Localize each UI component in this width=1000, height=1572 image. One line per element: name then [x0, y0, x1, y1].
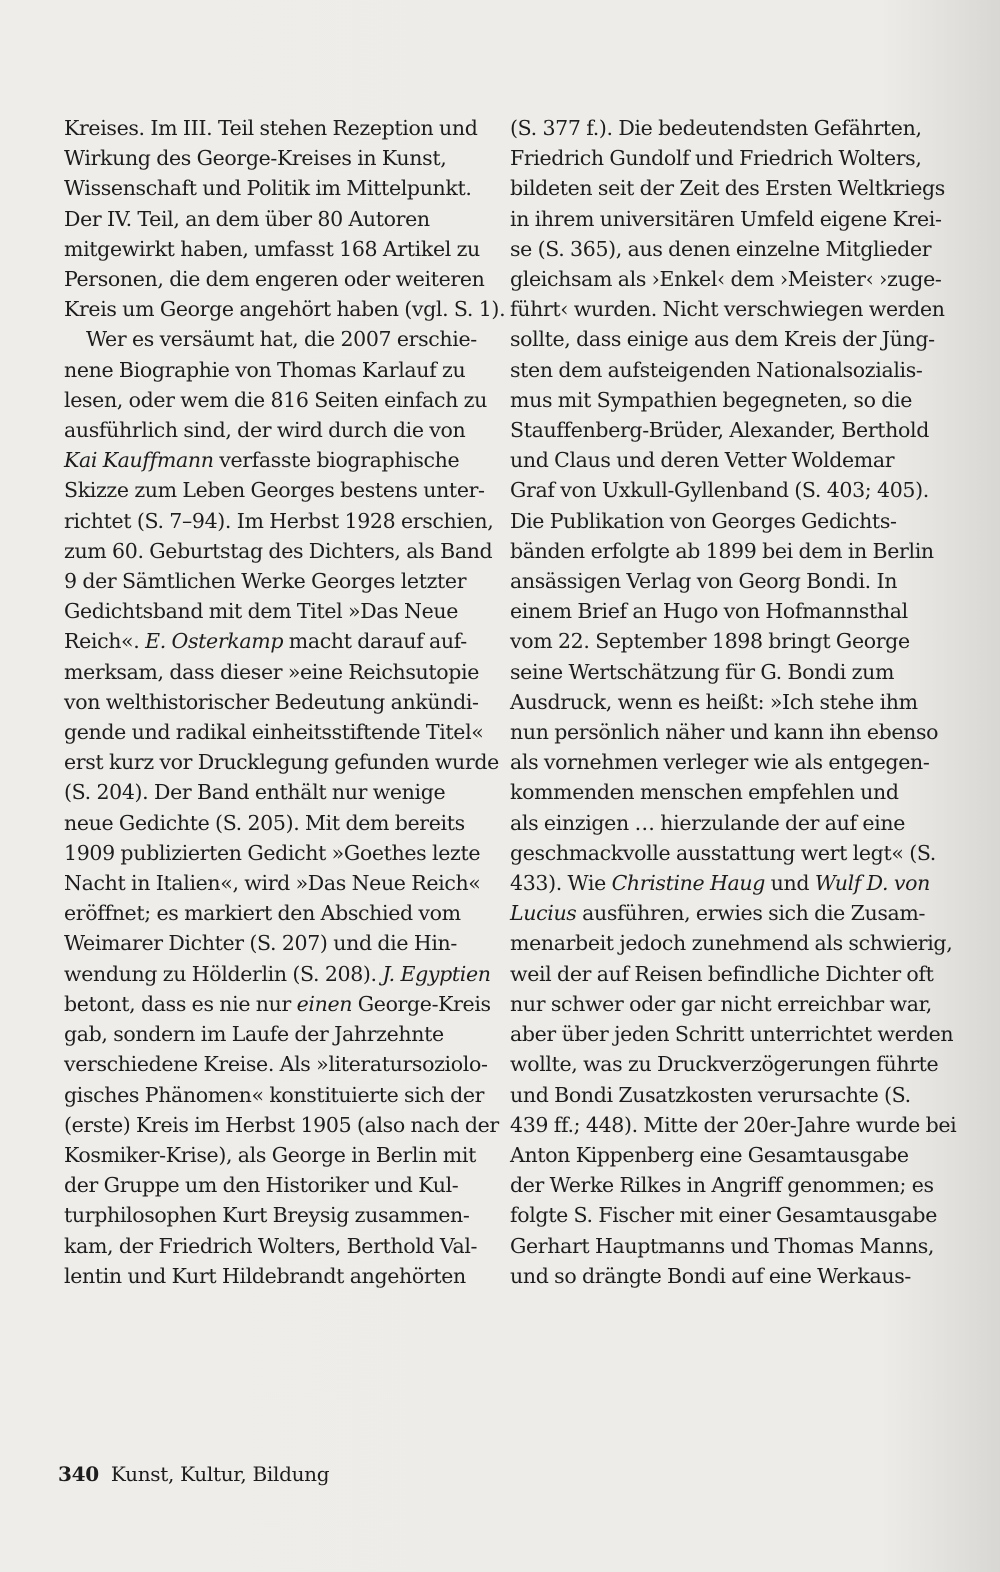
text-line	[64, 626, 476, 656]
text-run: ausführlich sind, der wird durch die von	[64, 418, 466, 443]
text-line	[64, 113, 476, 143]
text-run: seine Wertschätzung für G. Bondi zum	[510, 659, 895, 684]
text-run: der Werke Rilkes in Angriff genommen; es	[510, 1173, 934, 1198]
text-line	[510, 1080, 928, 1110]
text-line	[64, 747, 499, 777]
text-line	[64, 808, 476, 838]
text-run: lentin und Kurt Hildebrandt angehörten	[64, 1263, 466, 1288]
text-run: verfasste biographische	[213, 448, 460, 473]
text-line	[64, 355, 476, 385]
left-text-column	[64, 113, 506, 1291]
text-run: Die Publikation von Georges Gedichts-	[510, 508, 897, 533]
text-run: Ausdruck, wenn es heißt: »Ich stehe ihm	[510, 689, 918, 714]
text-run: George-Kreis	[352, 991, 491, 1016]
text-run: verschiedene Kreise. Als »literatursoziolo-	[64, 1052, 488, 1077]
text-run: vom 22. September 1898 bringt George	[510, 629, 910, 654]
text-line	[64, 536, 493, 566]
text-run: Nacht in Italien«, wird »Das Neue Reich«	[64, 871, 481, 896]
text-run: betont, dass es nie nur	[64, 991, 297, 1016]
text-run: als vornehmen verleger wie als entgegen-	[510, 750, 930, 775]
text-line	[510, 445, 928, 475]
text-run: macht darauf auf-	[283, 629, 467, 654]
text-run: Kreises. Im III. Teil stehen Rezeption und	[64, 116, 478, 140]
italic-name: einen	[296, 991, 353, 1016]
text-line	[510, 234, 932, 264]
text-line	[510, 536, 934, 566]
section-title: Kunst, Kultur, Bildung	[110, 1462, 330, 1486]
text-line	[64, 475, 485, 505]
text-run: mitgewirkt haben, umfasst 168 Artikel zu	[64, 236, 480, 261]
text-run: Wirkung des George-Kreises in Kunst,	[64, 146, 447, 171]
text-line	[64, 657, 480, 687]
text-run: 439 ff.; 448). Mitte der 20er-Jahre wurde bei	[510, 1112, 957, 1137]
text-run: 433). Wie	[510, 871, 612, 896]
text-line	[510, 1170, 934, 1200]
text-line	[510, 324, 935, 354]
text-line	[64, 1261, 476, 1291]
text-run: Stauffenberg-Brüder, Alexander, Berthold	[510, 418, 929, 443]
text-run: eröffnet; es markiert den Abschied vom	[64, 901, 461, 926]
text-run: gab, sondern im Laufe der Jahrzehnte	[64, 1022, 444, 1047]
text-run: gende und radikal einheitsstiftende Titel«	[64, 720, 484, 745]
text-run: Graf von Uxkull-Gyllenband (S. 403; 405).	[510, 478, 929, 503]
text-line	[64, 989, 491, 1019]
text-line	[64, 717, 484, 747]
text-line	[510, 717, 939, 747]
text-line	[64, 385, 487, 415]
text-run: bänden erfolgte ab 1899 bei dem in Berlin	[510, 538, 934, 563]
text-line	[510, 1140, 928, 1170]
italic-name: J. Egyptien	[382, 961, 491, 986]
text-line	[64, 264, 485, 294]
text-line	[64, 445, 476, 475]
italic-name: Kai Kauffmann	[64, 448, 214, 473]
text-run: und	[765, 871, 815, 896]
text-line	[510, 173, 945, 203]
text-run: sollte, dass einige aus dem Kreis der Jüng-	[510, 327, 935, 352]
text-run: Anton Kippenberg eine Gesamtausgabe	[510, 1142, 909, 1167]
text-run: der Gruppe um den Historiker und Kul-	[64, 1173, 459, 1198]
text-line	[510, 868, 928, 898]
text-line	[64, 204, 476, 234]
text-run: Kosmiker-Krise), als George in Berlin mit	[64, 1142, 476, 1167]
italic-name: Lucius	[510, 901, 577, 926]
text-run: Friedrich Gundolf und Friedrich Wolters,	[510, 146, 922, 171]
text-line	[64, 294, 506, 324]
text-line	[510, 385, 928, 415]
text-line	[64, 838, 481, 868]
text-line	[64, 234, 480, 264]
text-line	[510, 747, 928, 777]
text-line	[64, 1110, 499, 1140]
text-line	[64, 777, 476, 807]
text-run: gisches Phänomen« konstituierte sich der	[64, 1082, 485, 1107]
text-run: richtet (S. 7–94). Im Herbst 1928 erschien,	[64, 508, 494, 533]
text-line	[510, 1049, 939, 1079]
text-run: von welthistorischer Bedeutung ankündi-	[64, 689, 479, 714]
text-run: wendung zu Hölderlin (S. 208).	[64, 961, 383, 986]
text-run: 1909 publizierten Gedicht »Goethes lezte	[64, 840, 481, 865]
text-run: Skizze zum Leben Georges bestens unter-	[64, 478, 485, 503]
text-line	[510, 475, 928, 505]
text-line	[510, 294, 945, 324]
text-run: führt‹ wurden. Nicht verschwiegen werden	[510, 297, 945, 322]
text-line	[64, 566, 476, 596]
italic-name: E. Osterkamp	[145, 629, 284, 654]
text-run: Personen, die dem engeren oder weiteren	[64, 267, 485, 292]
text-run: und Claus und deren Vetter Woldemar	[510, 448, 895, 473]
text-run: folgte S. Fischer mit einer Gesamtausgabe	[510, 1203, 937, 1228]
text-run: kommenden menschen empfehlen und	[510, 780, 899, 805]
text-run: Wer es versäumt hat, die 2007 erschie-	[86, 327, 477, 352]
text-run: ansässigen Verlag von Georg Bondi. In	[510, 569, 898, 594]
text-line	[64, 898, 476, 928]
text-line	[510, 1261, 928, 1291]
text-run: (S. 377 f.). Die bedeutendsten Gefährten,	[510, 116, 922, 140]
text-line	[64, 1140, 476, 1170]
text-run: Weimarer Dichter (S. 207) und die Hin-	[64, 931, 457, 956]
text-line	[510, 415, 928, 445]
text-run: aber über jeden Schritt unterrichtet werden	[510, 1022, 954, 1047]
text-run: weil der auf Reisen befindliche Dichter oft	[510, 961, 934, 986]
text-run: merksam, dass dieser »eine Reichsutopie	[64, 659, 480, 684]
text-run: erst kurz vor Drucklegung gefunden wurde	[64, 750, 499, 775]
text-line	[510, 808, 928, 838]
text-run: als einzigen … hierzulande der auf eine	[510, 810, 905, 835]
text-run: Kreis um George angehört haben (vgl. S. 1).	[64, 297, 506, 322]
text-line	[64, 415, 476, 445]
page-number: 340	[58, 1462, 99, 1486]
text-line	[510, 989, 932, 1019]
text-line	[510, 657, 928, 687]
text-run: gleichsam als ›Enkel‹ dem ›Meister‹ ›zuge-	[510, 267, 942, 292]
text-run: 9 der Sämtlichen Werke Georges letzter	[64, 569, 467, 594]
text-line	[510, 204, 942, 234]
page-footer	[58, 1462, 329, 1486]
text-line	[64, 173, 476, 203]
text-line	[510, 143, 928, 173]
text-line	[64, 1019, 476, 1049]
text-run: nene Biographie von Thomas Karlauf zu	[64, 357, 466, 382]
text-run: einem Brief an Hugo von Hofmannsthal	[510, 599, 908, 624]
text-line	[510, 566, 928, 596]
text-line	[64, 1200, 476, 1230]
text-line	[510, 687, 928, 717]
text-run: in ihrem universitären Umfeld eigene Krei-	[510, 206, 942, 231]
text-run: sten dem aufsteigenden Nationalsozialis-	[510, 357, 923, 382]
text-run: mus mit Sympathien begegneten, so die	[510, 387, 912, 412]
italic-name: Wulf D. von	[814, 871, 930, 896]
text-run: geschmackvolle ausstattung wert legt« (S.	[510, 840, 936, 865]
text-line	[510, 928, 953, 958]
text-run: bildeten seit der Zeit des Ersten Weltkriegs	[510, 176, 945, 201]
text-line	[510, 1200, 937, 1230]
text-line	[64, 1231, 476, 1261]
text-run: ausführen, erwies sich die Zusam-	[576, 901, 926, 926]
text-run: turphilosophen Kurt Breysig zusammen-	[64, 1203, 470, 1228]
text-run: zum 60. Geburtstag des Dichters, als Band	[64, 538, 493, 563]
right-text-column	[510, 113, 957, 1291]
text-line	[64, 596, 476, 626]
text-line	[510, 959, 934, 989]
text-run: und so drängte Bondi auf eine Werkaus-	[510, 1263, 911, 1288]
text-line	[64, 687, 479, 717]
text-line	[64, 868, 481, 898]
text-run: (S. 204). Der Band enthält nur wenige	[64, 780, 446, 805]
text-run: und Bondi Zusatzkosten verursachte (S.	[510, 1082, 911, 1107]
text-run: neue Gedichte (S. 205). Mit dem bereits	[64, 810, 465, 835]
text-line	[64, 959, 491, 989]
text-line	[64, 324, 476, 354]
text-line	[510, 898, 928, 928]
text-line	[64, 1080, 485, 1110]
text-line	[64, 143, 476, 173]
italic-name: Christine Haug	[611, 871, 766, 896]
text-line	[510, 1019, 954, 1049]
text-run: lesen, oder wem die 816 Seiten einfach zu	[64, 387, 487, 412]
text-run: Gerhart Hauptmanns und Thomas Manns,	[510, 1233, 935, 1258]
text-run: Der IV. Teil, an dem über 80 Autoren	[64, 206, 430, 231]
text-run: nur schwer oder gar nicht erreichbar war,	[510, 991, 932, 1016]
text-run: nun persönlich näher und kann ihn ebenso	[510, 720, 939, 745]
text-line	[510, 506, 928, 536]
text-run: se (S. 365), aus denen einzelne Mitglieder	[510, 236, 932, 261]
text-line	[510, 777, 928, 807]
text-line	[64, 928, 476, 958]
text-line	[64, 506, 494, 536]
text-run: Reich«.	[64, 629, 146, 654]
text-run: Wissenschaft und Politik im Mittelpunkt.	[64, 176, 472, 201]
text-run: wollte, was zu Druckverzögerungen führte	[510, 1052, 939, 1077]
text-line	[510, 626, 928, 656]
text-line	[510, 596, 928, 626]
text-line	[510, 1231, 935, 1261]
text-line	[510, 355, 928, 385]
text-run: kam, der Friedrich Wolters, Berthold Val-	[64, 1233, 478, 1258]
text-run: Gedichtsband mit dem Titel »Das Neue	[64, 599, 458, 624]
text-run: menarbeit jedoch zunehmend als schwierig,	[510, 931, 953, 956]
text-line	[64, 1170, 476, 1200]
text-line	[510, 113, 928, 143]
text-line	[510, 1110, 957, 1140]
text-line	[510, 264, 942, 294]
text-line	[64, 1049, 488, 1079]
text-run: (erste) Kreis im Herbst 1905 (also nach der	[64, 1112, 499, 1137]
text-line	[510, 838, 936, 868]
